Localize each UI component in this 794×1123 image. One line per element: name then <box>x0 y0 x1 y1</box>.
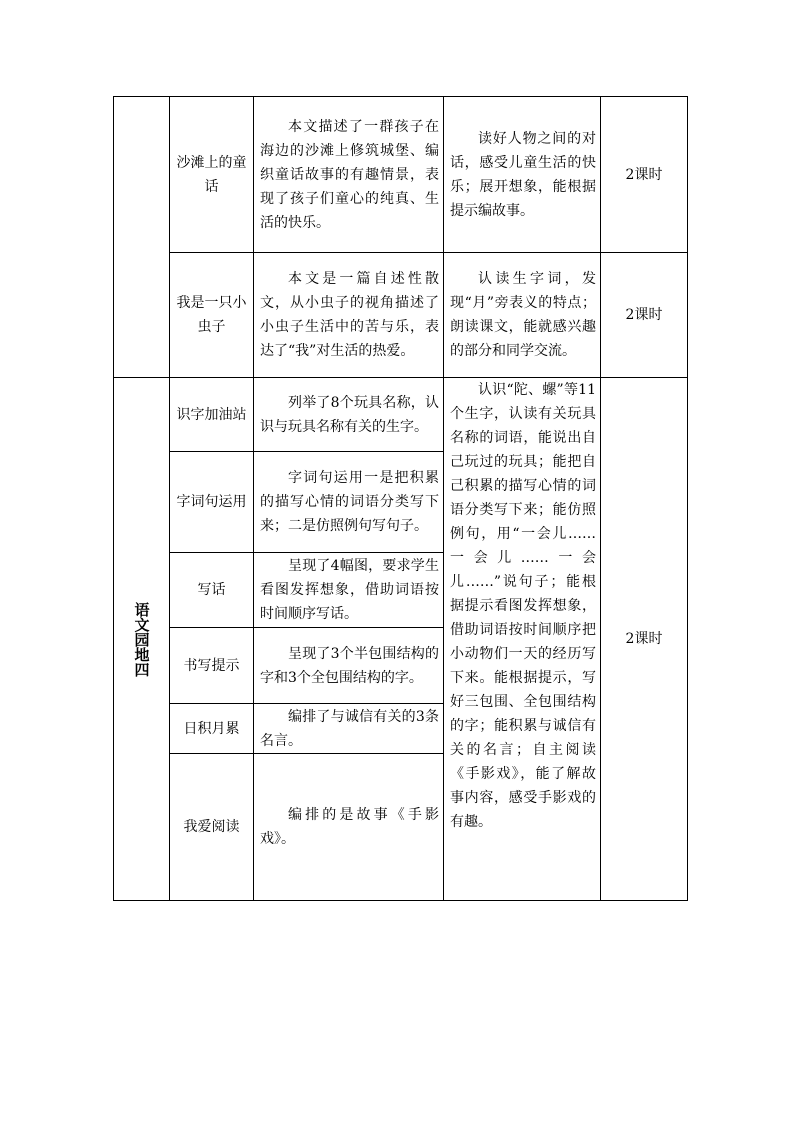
garden-item-content: 字词句运用一是把积累的描写心情的词语分类写下来；二是仿照例句写句子。 <box>260 470 439 534</box>
garden-hours: 2课时 <box>601 378 688 901</box>
garden-item-content: 列举了8个玩具名称，认识与玩具名称有关的生字。 <box>260 394 439 435</box>
garden-item-content-cell <box>254 452 444 553</box>
lesson-content-cell <box>254 253 444 378</box>
lesson-content-cell <box>254 97 444 253</box>
lesson-goal: 认读生字词，发现“月”旁表义的特点；朗读课文，能就感兴趣的部分和同学交流。 <box>450 271 596 359</box>
unit-cell-empty <box>114 97 170 378</box>
lesson-goal: 读好人物之间的对话，感受儿童生活的快乐；展开想象，能根据提示编故事。 <box>450 130 596 219</box>
garden-item-title: 我爱阅读 <box>170 754 254 901</box>
garden-item-content-cell <box>254 553 444 628</box>
garden-item-content-cell <box>254 378 444 452</box>
garden-item-content: 编排了与诚信有关的3条名言。 <box>260 708 439 749</box>
garden-item-title: 识字加油站 <box>170 378 254 452</box>
garden-goal-cell <box>444 378 601 901</box>
lesson-title: 沙滩上的童话 <box>170 97 254 253</box>
unit-title: 语文园地四 <box>132 601 151 677</box>
lesson-plan-table <box>113 96 688 901</box>
garden-item-content: 呈现了4幅图，要求学生看图发挥想象，借助词语按时间顺序写话。 <box>260 558 439 622</box>
table-row <box>114 253 688 378</box>
garden-item-title: 书写提示 <box>170 628 254 704</box>
unit-cell <box>114 378 170 901</box>
garden-item-title: 写话 <box>170 553 254 628</box>
lesson-title: 我是一只小虫子 <box>170 253 254 378</box>
garden-item-title: 字词句运用 <box>170 452 254 553</box>
garden-item-content: 编排的是故事《手影戏》。 <box>260 807 439 847</box>
lesson-hours: 2课时 <box>601 97 688 253</box>
garden-item-content-cell <box>254 754 444 901</box>
lesson-content: 本文描述了一群孩子在海边的沙滩上修筑城堡、编织童话故事的有趣情景，表现了孩子们童心的纯真、生活的快乐。 <box>260 118 439 231</box>
table-row <box>114 97 688 253</box>
garden-item-content-cell <box>254 704 444 754</box>
garden-item-title: 日积月累 <box>170 704 254 754</box>
lesson-content: 本文是一篇自述性散文，从小虫子的视角描述了小虫子生活中的苦与乐，表达了“我”对生活的热爱。 <box>260 271 439 359</box>
garden-item-content: 呈现了3个半包围结构的字和3个全包围结构的字。 <box>260 645 439 686</box>
lesson-goal-cell <box>444 97 601 253</box>
garden-goal: 认识“陀、螺”等11个生字，认读有关玩具名称的词语，能说出自己玩过的玩具；能把自己积累的描写心情的词语分类写下来；能仿照例句，用“一会儿……一会儿……一会儿……”说句子；能根据提示看图发挥想象，借助词语按时间顺序把小动物们一天的经历写下来。能根据提示，写好三包围、全包围结构的字；能积累与诚信有关的名言；自主阅读《手影戏》，能了解故事内容，感受手影戏的有趣。 <box>450 382 596 830</box>
lesson-hours: 2课时 <box>601 253 688 378</box>
table-row <box>114 378 688 452</box>
lesson-goal-cell <box>444 253 601 378</box>
garden-item-content-cell <box>254 628 444 704</box>
